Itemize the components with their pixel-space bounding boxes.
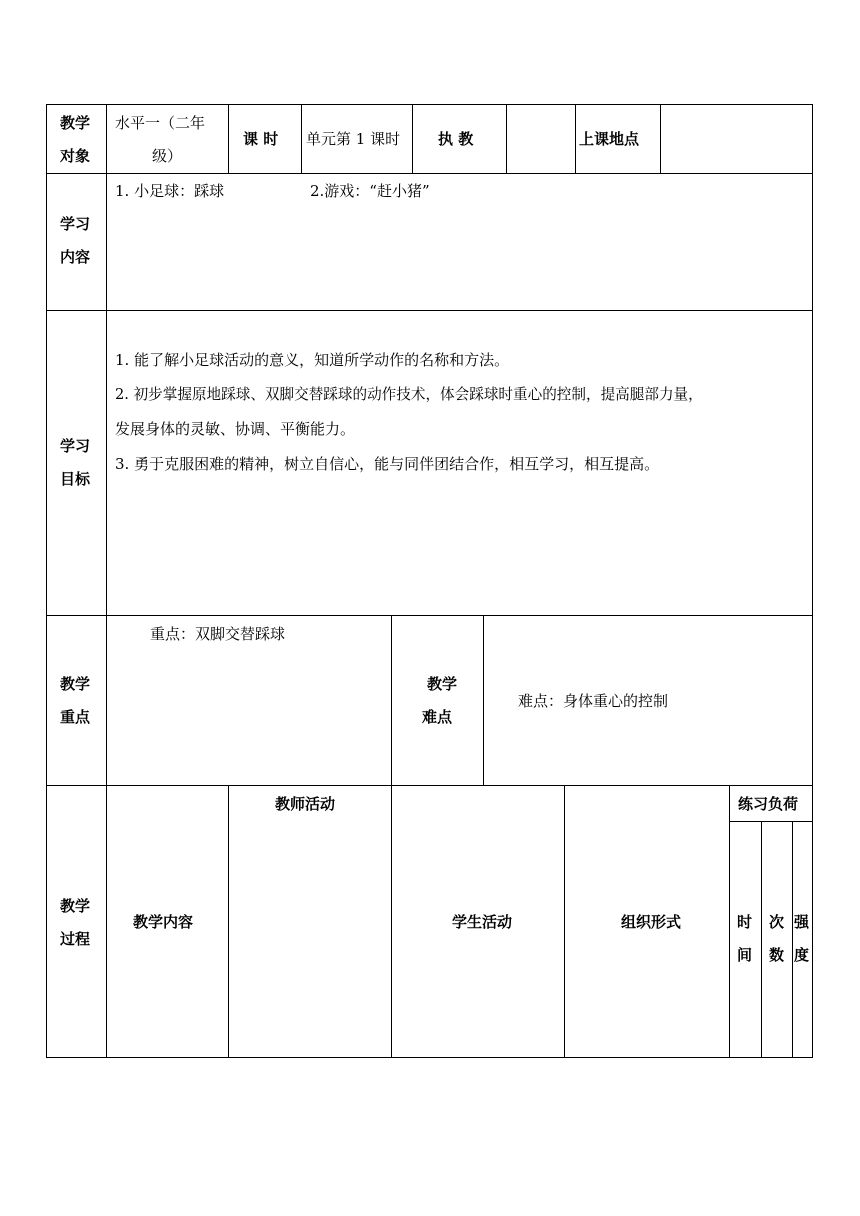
difficulty-label	[422, 674, 457, 727]
goal-line-4: 3. 勇于克服困难的精神，树立自信心，能与同伴团结合作，相互学习，相互提高。	[115, 455, 660, 473]
teacher-label: 执 教	[438, 130, 474, 148]
table-border-top	[46, 104, 813, 105]
process-divider-1	[228, 785, 229, 1058]
process-divider-2	[391, 785, 392, 1058]
difficulty-label-line-1: 教学	[427, 675, 458, 693]
load-divider-2	[792, 821, 793, 1058]
focus-label	[60, 674, 90, 727]
teaching-object-label	[60, 113, 90, 166]
header-divider-4	[506, 104, 507, 174]
process-label-line-2: 过程	[60, 930, 91, 948]
col-intensity-header-line-2: 度	[794, 946, 810, 964]
content-label	[60, 214, 90, 267]
content-label-line-2: 内容	[60, 248, 91, 266]
table-border-bottom	[46, 1057, 813, 1058]
lesson-value: 单元第 1 课时	[306, 130, 401, 148]
load-header-divider	[729, 821, 813, 822]
process-label	[60, 896, 90, 949]
goal-line-3: 发展身体的灵敏、协调、平衡能力。	[115, 420, 356, 438]
col-content-header: 教学内容	[133, 913, 194, 931]
teaching-object-label-line-2: 对象	[60, 147, 91, 165]
header-divider-3	[412, 104, 413, 174]
lesson-label: 课 时	[243, 130, 279, 148]
focus-label-line-2: 重点	[60, 708, 91, 726]
col-count-header-line-1: 次	[769, 913, 785, 931]
row-divider-3	[46, 615, 813, 616]
location-label: 上课地点	[579, 130, 640, 148]
goals-label-line-2: 目标	[60, 470, 91, 488]
row-divider-1	[46, 173, 813, 174]
goals-label-line-1: 学习	[60, 437, 91, 455]
header-divider-5	[575, 104, 576, 174]
col-load-header: 练习负荷	[738, 795, 799, 813]
col-count-header	[769, 912, 784, 965]
row-divider-2	[46, 310, 813, 311]
col-student-header: 学生活动	[452, 913, 513, 931]
process-divider-4	[729, 785, 730, 1058]
row-divider-4	[46, 785, 813, 786]
content-item-1: 1. 小足球：踩球	[115, 182, 225, 200]
content-label-line-1: 学习	[60, 215, 91, 233]
table-border-left	[46, 104, 47, 1058]
col-time-header-line-1: 时	[737, 913, 753, 931]
process-divider-3	[564, 785, 565, 1058]
col-time-header-line-2: 间	[737, 946, 753, 964]
goal-line-1: 1. 能了解小足球活动的意义，知道所学动作的名称和方法。	[115, 351, 510, 369]
goal-line-2: 2. 初步掌握原地踩球、双脚交替踩球的动作技术，体会踩球时重心的控制，提高腿部力量，	[115, 386, 703, 403]
teaching-object-label-line-1: 教学	[60, 114, 91, 132]
focus-divider-2	[483, 615, 484, 786]
teaching-object-value-line-2: 级）	[152, 147, 183, 165]
teaching-object-value-line-1: 水平一（二年	[115, 114, 206, 132]
col-intensity-header-line-1: 强	[794, 913, 810, 931]
col-intensity-header	[794, 912, 809, 965]
process-label-line-1: 教学	[60, 897, 91, 915]
content-item-2: 2.游戏：“赶小猪”	[310, 182, 430, 200]
header-divider-2	[301, 104, 302, 174]
table-border-right	[812, 104, 813, 1058]
header-divider-6	[660, 104, 661, 174]
difficulty-text: 难点：身体重心的控制	[518, 692, 669, 710]
teaching-object-value	[115, 113, 205, 166]
focus-divider-1	[391, 615, 392, 786]
col-teacher-header: 教师活动	[275, 795, 336, 813]
load-divider-1	[761, 821, 762, 1058]
col-count-header-line-2: 数	[769, 946, 785, 964]
label-column-divider	[106, 104, 107, 1058]
col-time-header	[737, 912, 752, 965]
key-point-text: 重点：双脚交替踩球	[150, 625, 286, 643]
col-org-header: 组织形式	[621, 913, 682, 931]
difficulty-label-line-2: 难点	[422, 708, 453, 726]
focus-label-line-1: 教学	[60, 675, 91, 693]
goals-label	[60, 436, 90, 489]
header-divider-1	[228, 104, 229, 174]
